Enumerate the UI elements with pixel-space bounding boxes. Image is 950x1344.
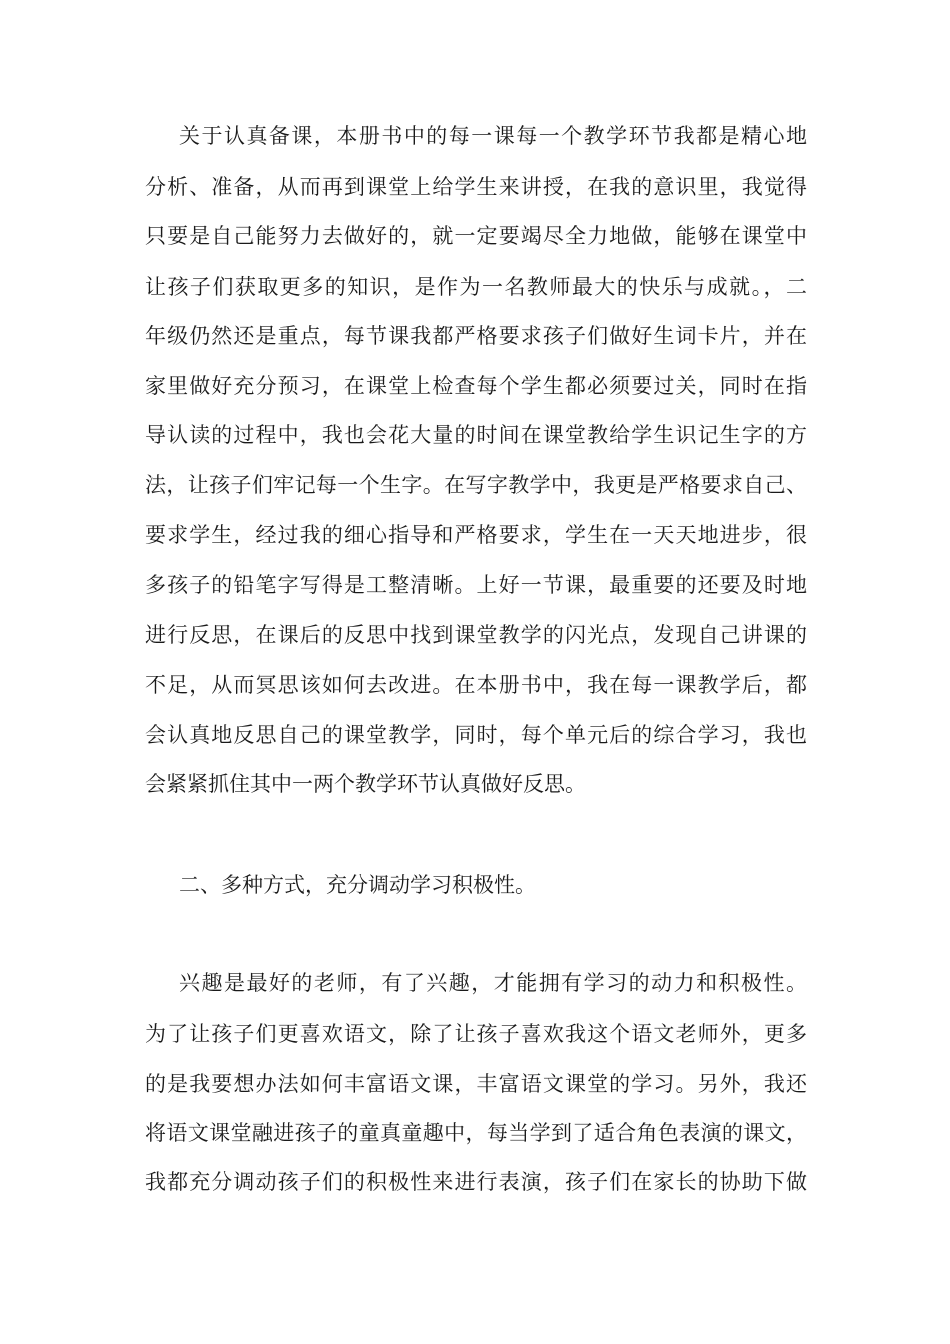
paragraph-2-line-5: 我都充分调动孩子们的积极性来进行表演，孩子们在家长的协助下做 [145, 1170, 807, 1194]
paragraph-1-line-13: 会认真地反思自己的课堂教学，同时，每个单元后的综合学习，我也 [145, 723, 807, 747]
paragraph-1-line-12: 不足，从而冥思该如何去改进。在本册书中，我在每一课教学后，都 [145, 673, 807, 697]
paragraph-2-line-4: 将语文课堂融进孩子的童真童趣中，每当学到了适合角色表演的课文， [145, 1121, 807, 1145]
paragraph-1-line-7: 导认读的过程中，我也会花大量的时间在课堂教给学生识记生字的方 [145, 423, 807, 447]
paragraph-1-line-11: 进行反思，在课后的反思中找到课堂教学的闪光点，发现自己讲课的 [145, 623, 807, 647]
paragraph-1-line-5: 年级仍然还是重点，每节课我都严格要求孩子们做好生词卡片，并在 [145, 324, 807, 348]
section-heading: 二、多种方式，充分调动学习积极性。 [179, 873, 536, 897]
paragraph-1-line-14: 会紧紧抓住其中一两个教学环节认真做好反思。 [145, 772, 586, 796]
paragraph-1-line-2: 分析、准备，从而再到课堂上给学生来讲授，在我的意识里，我觉得 [145, 175, 807, 199]
paragraph-2-line-3: 的是我要想办法如何丰富语文课，丰富语文课堂的学习。另外，我还 [145, 1072, 807, 1096]
paragraph-1-line-4: 让孩子们获取更多的知识，是作为一名教师最大的快乐与成就。，二 [145, 275, 807, 299]
paragraph-1-line-3: 只要是自己能努力去做好的，就一定要竭尽全力地做，能够在课堂中 [145, 224, 807, 248]
paragraph-2-line-2: 为了让孩子们更喜欢语文，除了让孩子喜欢我这个语文老师外，更多 [145, 1022, 807, 1046]
paragraph-1-line-10: 多孩子的铅笔字写得是工整清晰。上好一节课，最重要的还要及时地 [145, 573, 807, 597]
paragraph-1-line-1: 关于认真备课，本册书中的每一课每一个教学环节我都是精心地 [179, 124, 807, 148]
paragraph-1-line-6: 家里做好充分预习，在课堂上检查每个学生都必须要过关，同时在指 [145, 374, 807, 398]
paragraph-2-line-1: 兴趣是最好的老师，有了兴趣，才能拥有学习的动力和积极性。 [179, 971, 807, 995]
paragraph-1-line-9: 要求学生，经过我的细心指导和严格要求，学生在一天天地进步，很 [145, 523, 807, 547]
paragraph-1-line-8: 法，让孩子们牢记每一个生字。在写字教学中，我更是严格要求自己、 [145, 473, 807, 497]
